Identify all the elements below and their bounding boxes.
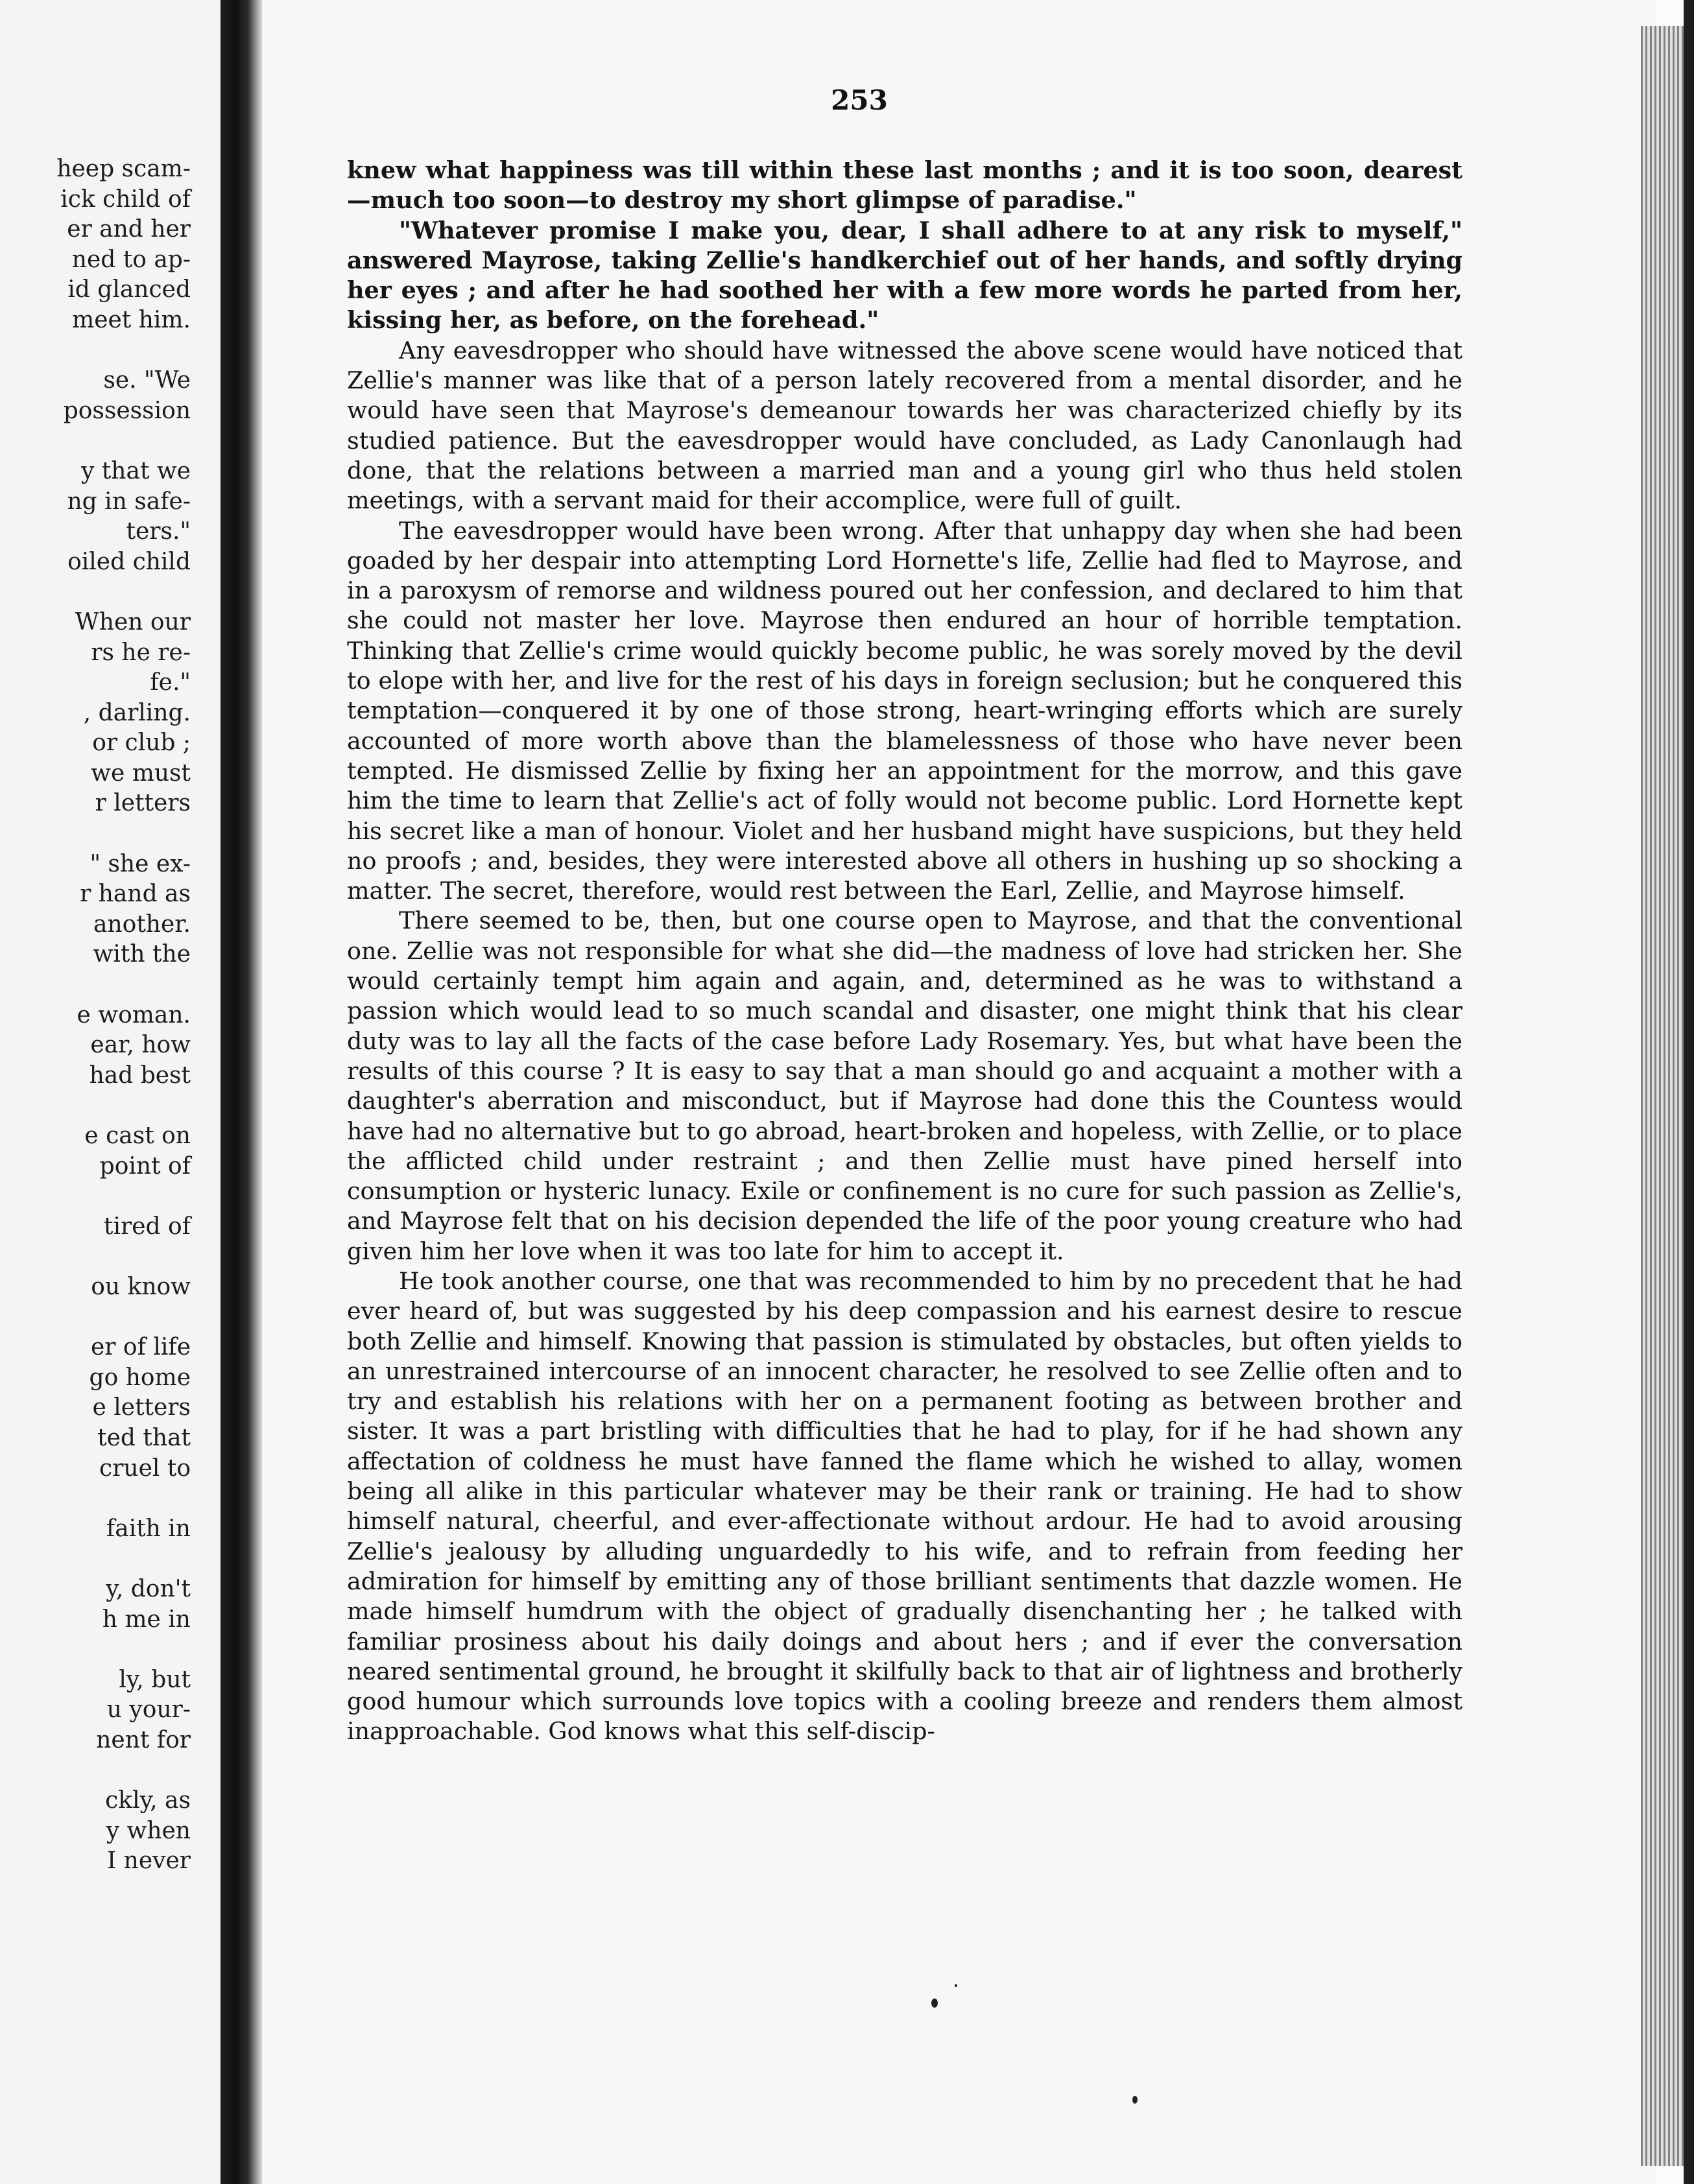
facing-page-line: e cast on (84, 1122, 191, 1149)
page-edge-shadow (1684, 0, 1694, 2184)
facing-page-line (56, 1635, 191, 1665)
paragraph-6: He took another course, one that was recommended to him by no precedent that he had ever heard of, but was suggested by his deep compassion and his earnest desire to rescue both Zellie and himself. Knowing that passion is stimulated by obstacles, but often yields to an unrestrained intercourse of an innocent character, he resolved to see Zellie often and to try and establish his relations with her on a permanent footing as between brother and sister. It was a part bristling with difficulties that he had to play, for if he had shown any affectation of coldness he must have fanned the flame which he wished to allay, women being all alike in this particular whatever may be their rank or training. He had to show himself natural, cheerful, and ever-affectionate without ardour. He had to avoid arousing Zellie's jealousy by alluding unguardedly to his wife, and to refrain from feeding her admiration for himself by emitting any of those brilliant sentiments that dazzle women. He made himself humdrum with the object of gradually disenchanting her ; he talked with familiar prosiness about his daily doings and about hers ; and if ever the conversation neared sentimental ground, he brought it skilfully back to that air of lightness and brotherly good humour which surrounds love topics with a cooling breeze and renders them almost inapproachable. God knows what this self-discip- (347, 1266, 1462, 1746)
paragraph-2: "Whatever promise I make you, dear, I shall adhere to at any risk to myself," answered Mayrose, taking Zellie's handkerchief out of her hands, and softly drying her eyes ; and after he had soothed her with a few more words he parted from her, kissing her, as before, on the forehead." (347, 216, 1462, 335)
facing-page-line: " she ex- (89, 850, 191, 877)
facing-page-line: point of (99, 1152, 191, 1180)
facing-page-line: se. "We (103, 367, 191, 394)
facing-page-line: we must (91, 759, 191, 787)
paragraph-5: There seemed to be, then, but one course open to Mayrose, and that the conventional one. Zellie was not responsible for what she did—the madness of love had stricken her. She would certainly tempt him again and again, and, determined as he was to withstand a passion which would lead to so much scandal and disaster, one might think that his clear duty was to lay all the facts of the case before Lady Rosemary. Yes, but what have been the results of this course ? It is easy to say that a man should go and acquaint a mother with a daughter's aberration and misconduct, but if Mayrose had done this the Countess would have had no alternative but to go abroad, heart-broken and hopeless, with Zellie, or to place the afflicted child under restraint ; and then Zellie must have pined herself into consumption or hysteric lunacy. Exile or confinement is no cure for such passion as Zellie's, and Mayrose felt that on his decision depended the life of the poor young creature who had given him her love when it was too late for him to accept it. (347, 907, 1462, 1265)
facing-page-line (56, 970, 191, 1001)
paragraph-1: knew what happiness was till within these last months ; and it is too soon, dearest —much too soon—to destroy my short glimpse of paradise." (347, 156, 1462, 215)
facing-page-line: or club ; (92, 730, 191, 757)
facing-page-line: y when (106, 1817, 191, 1844)
facing-page-line: r hand as (80, 881, 191, 908)
facing-page-line: with the (93, 941, 191, 968)
facing-page-line: id glanced (67, 276, 191, 303)
page-number: 253 (831, 84, 888, 116)
paragraph-3: Any eavesdropper who should have witnessed the above scene would have noticed that Zellie's manner was like that of a person lately recovered from a mental disorder, and he would have seen that Mayrose's demeanour towards her was characterized chiefly by its studied patience. But the eavesdropper would have concluded, as Lady Canonlaugh had done, that the relations between a married man and a young girl who thus held stolen meetings, with a servant maid for their accomplice, were full of guilt. (347, 336, 1462, 515)
facing-page-line: possession (63, 397, 191, 424)
facing-page-line (56, 1484, 191, 1514)
facing-page-line: e woman. (77, 1001, 191, 1028)
facing-page-line: ted that (97, 1424, 191, 1451)
facing-page-line: When our (75, 608, 191, 635)
facing-page-line: tired of (104, 1213, 191, 1240)
facing-page-line: r letters (95, 790, 191, 817)
facing-page-line: ned to ap- (71, 246, 191, 273)
facing-page-line (56, 1242, 191, 1272)
facing-page-line: y that we (81, 457, 191, 484)
facing-page-line: ters." (126, 518, 191, 545)
facing-page-line: faith in (106, 1515, 191, 1542)
facing-page-line: heep scam- (56, 156, 191, 182)
facing-page-line (56, 1544, 191, 1574)
facing-page-line: oiled child (67, 548, 191, 575)
facing-page-line: I never (106, 1847, 191, 1875)
facing-page-line: another. (93, 910, 191, 938)
facing-page-line (56, 336, 191, 366)
facing-page-line (56, 1303, 191, 1333)
facing-page-line: ckly, as (105, 1787, 191, 1814)
ink-speck (1132, 2096, 1138, 2104)
facing-page-line (56, 1755, 191, 1786)
paragraph-4: The eavesdropper would have been wrong. After that unhappy day when she had been goaded by her despair into attempting Lord Hornette's life, Zellie had fled to Mayrose, and in a paroxysm of remorse and wildness poured out her confession, and declared to him that she could not master her love. Mayrose then endured an hour of horrible temptation. Thinking that Zellie's crime would quickly become public, he was sorely moved by the devil to elope with her, and live for the rest of his days in foreign seclusion; but he conquered this temptation—conquered it by one of those strong, heart-wringing efforts which are surely accounted of more worth above than the blamelessness of those who have never been tempted. He dismissed Zellie by fixing her an appointment for the morrow, and this gave him the time to learn that Zellie's act of folly would not become public. Lord Hornette kept his secret like a man of honour. Violet and her husband might have suspicions, but they held no proofs ; and, besides, they were interested above all others in hushing up so shocking a matter. The secret, therefore, would rest between the Earl, Zellie, and Mayrose himself. (347, 516, 1462, 905)
facing-page-line (56, 819, 191, 849)
facing-page-line: er and her (67, 216, 191, 243)
facing-page-text (56, 154, 191, 1877)
facing-page-line (56, 426, 191, 457)
facing-page-line: , darling. (83, 699, 191, 726)
facing-page-line: e letters (92, 1394, 191, 1421)
facing-page-line: ick child of (60, 185, 191, 213)
facing-page-line (56, 1181, 191, 1212)
facing-page-line: ng in safe- (67, 488, 191, 515)
facing-page-line: nent for (96, 1726, 191, 1753)
facing-page-line: y, don't (106, 1575, 191, 1602)
ink-speck (955, 1984, 957, 1987)
facing-page-line: er of life (90, 1334, 191, 1361)
facing-page-line: cruel to (99, 1454, 191, 1482)
facing-page (0, 0, 226, 2184)
facing-page-line: had best (89, 1062, 191, 1089)
facing-page-line: rs he re- (91, 639, 191, 666)
page-body (347, 156, 1462, 1747)
facing-page-line: u your- (106, 1696, 191, 1724)
ink-speck (931, 1999, 938, 2008)
facing-page-line: go home (89, 1364, 191, 1391)
facing-page-line: ly, but (119, 1666, 191, 1693)
facing-page-line: fe." (150, 669, 191, 696)
book-gutter (221, 0, 266, 2184)
facing-page-line: ear, how (90, 1032, 191, 1059)
facing-page-line: meet him. (72, 306, 191, 333)
facing-page-line (56, 577, 191, 608)
facing-page-line (56, 1091, 191, 1121)
facing-page-line: h me in (102, 1606, 191, 1633)
facing-page-line: ou know (91, 1273, 191, 1300)
